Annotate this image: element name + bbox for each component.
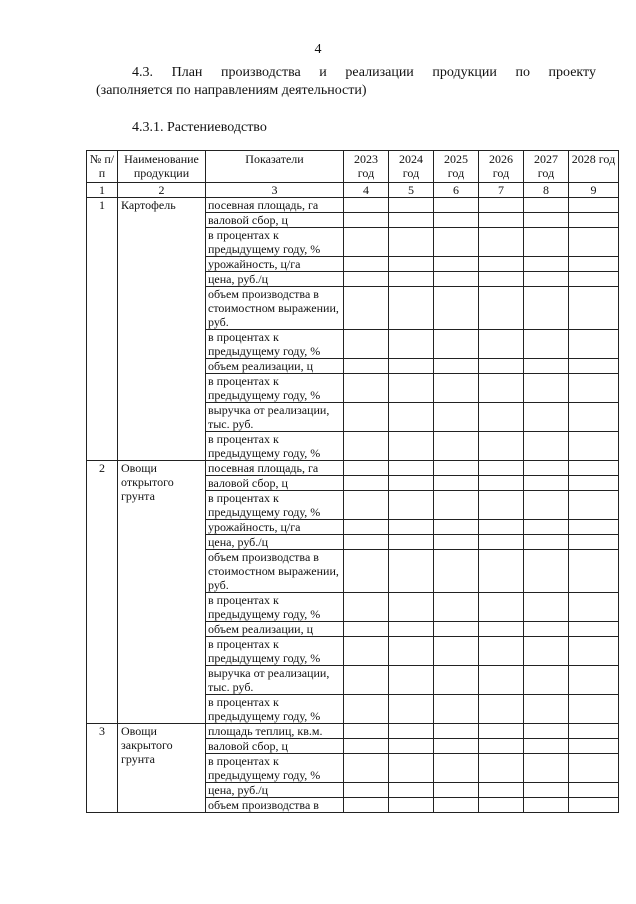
year-value-cell[interactable] <box>479 476 524 491</box>
year-value-cell[interactable] <box>344 783 389 798</box>
indicator-cell: урожайность, ц/га <box>206 520 344 535</box>
year-value-cell[interactable] <box>389 403 434 432</box>
year-value-cell[interactable] <box>479 491 524 520</box>
year-value-cell[interactable] <box>524 359 569 374</box>
year-value-cell[interactable] <box>569 783 619 798</box>
year-value-cell[interactable] <box>569 593 619 622</box>
indicator-cell: цена, руб./ц <box>206 783 344 798</box>
year-value-cell[interactable] <box>569 622 619 637</box>
year-value-cell[interactable] <box>569 666 619 695</box>
year-value-cell[interactable] <box>569 754 619 783</box>
year-value-cell[interactable] <box>344 213 389 228</box>
year-value-cell[interactable] <box>344 520 389 535</box>
year-value-cell[interactable] <box>389 637 434 666</box>
year-value-cell[interactable] <box>389 330 434 359</box>
year-value-cell[interactable] <box>344 666 389 695</box>
year-value-cell[interactable] <box>389 228 434 257</box>
indicator-cell: цена, руб./ц <box>206 272 344 287</box>
year-value-cell[interactable] <box>344 476 389 491</box>
year-value-cell[interactable] <box>434 476 479 491</box>
year-value-cell[interactable] <box>569 476 619 491</box>
year-value-cell[interactable] <box>479 272 524 287</box>
column-number-cell: 1 <box>87 183 118 198</box>
year-value-cell[interactable] <box>434 198 479 213</box>
year-value-cell[interactable] <box>524 272 569 287</box>
indicator-cell: валовой сбор, ц <box>206 476 344 491</box>
column-number-cell: 6 <box>434 183 479 198</box>
year-value-cell[interactable] <box>479 403 524 432</box>
year-value-cell[interactable] <box>479 461 524 476</box>
year-value-cell[interactable] <box>434 374 479 403</box>
year-value-cell[interactable] <box>344 461 389 476</box>
header-cell-year-2024: 2024 год <box>389 151 434 183</box>
year-value-cell[interactable] <box>344 695 389 724</box>
column-number-cell: 8 <box>524 183 569 198</box>
year-value-cell[interactable] <box>434 330 479 359</box>
year-value-cell[interactable] <box>389 213 434 228</box>
year-value-cell[interactable] <box>524 330 569 359</box>
year-value-cell[interactable] <box>389 593 434 622</box>
year-value-cell[interactable] <box>389 287 434 330</box>
year-value-cell[interactable] <box>434 272 479 287</box>
year-value-cell[interactable] <box>524 550 569 593</box>
year-value-cell[interactable] <box>569 798 619 813</box>
year-value-cell[interactable] <box>479 550 524 593</box>
year-value-cell[interactable] <box>569 330 619 359</box>
year-value-cell[interactable] <box>344 272 389 287</box>
year-value-cell[interactable] <box>344 637 389 666</box>
column-number-cell: 5 <box>389 183 434 198</box>
year-value-cell[interactable] <box>434 622 479 637</box>
indicator-cell: объем производства в стоимостном выражении, руб. <box>206 550 344 593</box>
year-value-cell[interactable] <box>479 432 524 461</box>
year-value-cell[interactable] <box>434 228 479 257</box>
indicator-cell: в процентах к предыдущему году, % <box>206 330 344 359</box>
year-value-cell[interactable] <box>434 798 479 813</box>
year-value-cell[interactable] <box>569 535 619 550</box>
year-value-cell[interactable] <box>479 374 524 403</box>
year-value-cell[interactable] <box>434 520 479 535</box>
year-value-cell[interactable] <box>569 272 619 287</box>
year-value-cell[interactable] <box>524 228 569 257</box>
year-value-cell[interactable] <box>434 550 479 593</box>
section-heading-line-1: 4.3. План производства и реализации продукции по проекту <box>132 65 596 80</box>
column-number-cell: 7 <box>479 183 524 198</box>
column-number-row <box>87 183 619 198</box>
indicator-cell: площадь теплиц, кв.м. <box>206 724 344 739</box>
indicator-cell: в процентах к предыдущему году, % <box>206 432 344 461</box>
header-cell-year-2028: 2028 год <box>569 151 619 183</box>
year-value-cell[interactable] <box>344 739 389 754</box>
year-value-cell[interactable] <box>434 213 479 228</box>
year-value-cell[interactable] <box>434 724 479 739</box>
year-value-cell[interactable] <box>389 754 434 783</box>
year-value-cell[interactable] <box>569 432 619 461</box>
subsection-heading: 4.3.1. Растениеводство <box>132 120 267 135</box>
year-value-cell[interactable] <box>524 783 569 798</box>
indicator-cell: в процентах к предыдущему году, % <box>206 491 344 520</box>
year-value-cell[interactable] <box>389 272 434 287</box>
year-value-cell[interactable] <box>344 593 389 622</box>
year-value-cell[interactable] <box>524 476 569 491</box>
indicator-cell: в процентах к предыдущему году, % <box>206 593 344 622</box>
year-value-cell[interactable] <box>569 461 619 476</box>
year-value-cell[interactable] <box>344 724 389 739</box>
year-value-cell[interactable] <box>344 198 389 213</box>
year-value-cell[interactable] <box>389 257 434 272</box>
year-value-cell[interactable] <box>479 637 524 666</box>
year-value-cell[interactable] <box>524 287 569 330</box>
year-value-cell[interactable] <box>434 491 479 520</box>
year-value-cell[interactable] <box>389 695 434 724</box>
year-value-cell[interactable] <box>524 432 569 461</box>
year-value-cell[interactable] <box>344 491 389 520</box>
year-value-cell[interactable] <box>389 535 434 550</box>
year-value-cell[interactable] <box>434 593 479 622</box>
header-cell-year-2023: 2023 год <box>344 151 389 183</box>
year-value-cell[interactable] <box>434 695 479 724</box>
year-value-cell[interactable] <box>344 622 389 637</box>
year-value-cell[interactable] <box>524 695 569 724</box>
section-heading <box>96 64 596 100</box>
table-row <box>87 198 619 213</box>
year-value-cell[interactable] <box>569 228 619 257</box>
year-value-cell[interactable] <box>389 520 434 535</box>
year-value-cell[interactable] <box>479 520 524 535</box>
year-value-cell[interactable] <box>344 403 389 432</box>
header-cell-year-2025: 2025 год <box>434 151 479 183</box>
year-value-cell[interactable] <box>344 374 389 403</box>
year-value-cell[interactable] <box>389 622 434 637</box>
year-value-cell[interactable] <box>389 461 434 476</box>
year-value-cell[interactable] <box>344 228 389 257</box>
year-value-cell[interactable] <box>479 257 524 272</box>
year-value-cell[interactable] <box>569 374 619 403</box>
year-value-cell[interactable] <box>569 739 619 754</box>
indicator-cell: в процентах к предыдущему году, % <box>206 695 344 724</box>
year-value-cell[interactable] <box>344 287 389 330</box>
column-number-cell: 3 <box>206 183 344 198</box>
year-value-cell[interactable] <box>569 403 619 432</box>
year-value-cell[interactable] <box>524 637 569 666</box>
year-value-cell[interactable] <box>479 213 524 228</box>
row-number-cell: 2 <box>87 461 118 724</box>
year-value-cell[interactable] <box>389 724 434 739</box>
indicator-cell: в процентах к предыдущему году, % <box>206 637 344 666</box>
page-number: 4 <box>314 42 322 57</box>
header-cell-year-2026: 2026 год <box>479 151 524 183</box>
year-value-cell[interactable] <box>479 593 524 622</box>
year-value-cell[interactable] <box>344 754 389 783</box>
year-value-cell[interactable] <box>434 403 479 432</box>
product-name-cell: Овощи закрытого грунта <box>118 724 206 813</box>
product-name-cell: Овощи открытого грунта <box>118 461 206 724</box>
year-value-cell[interactable] <box>569 550 619 593</box>
year-value-cell[interactable] <box>434 754 479 783</box>
year-value-cell[interactable] <box>524 491 569 520</box>
row-number-cell: 3 <box>87 724 118 813</box>
year-value-cell[interactable] <box>524 622 569 637</box>
year-value-cell[interactable] <box>479 724 524 739</box>
year-value-cell[interactable] <box>389 476 434 491</box>
year-value-cell[interactable] <box>434 257 479 272</box>
indicator-cell: объем производства в <box>206 798 344 813</box>
table-row <box>87 724 619 739</box>
year-value-cell[interactable] <box>524 593 569 622</box>
year-value-cell[interactable] <box>569 198 619 213</box>
year-value-cell[interactable] <box>434 359 479 374</box>
year-value-cell[interactable] <box>434 637 479 666</box>
year-value-cell[interactable] <box>344 359 389 374</box>
year-value-cell[interactable] <box>479 622 524 637</box>
year-value-cell[interactable] <box>569 359 619 374</box>
year-value-cell[interactable] <box>569 213 619 228</box>
year-value-cell[interactable] <box>479 287 524 330</box>
production-plan-table <box>86 150 619 813</box>
year-value-cell[interactable] <box>479 330 524 359</box>
table-body <box>87 198 619 813</box>
year-value-cell[interactable] <box>524 739 569 754</box>
year-value-cell[interactable] <box>569 520 619 535</box>
year-value-cell[interactable] <box>569 287 619 330</box>
column-number-cell: 4 <box>344 183 389 198</box>
table-row <box>87 461 619 476</box>
year-value-cell[interactable] <box>479 228 524 257</box>
indicator-cell: объем реализации, ц <box>206 622 344 637</box>
year-value-cell[interactable] <box>389 666 434 695</box>
year-value-cell[interactable] <box>389 432 434 461</box>
indicator-cell: выручка от реализации, тыс. руб. <box>206 403 344 432</box>
year-value-cell[interactable] <box>344 550 389 593</box>
year-value-cell[interactable] <box>569 257 619 272</box>
year-value-cell[interactable] <box>524 461 569 476</box>
indicator-cell: объем реализации, ц <box>206 359 344 374</box>
year-value-cell[interactable] <box>344 330 389 359</box>
header-cell-number: № п/п <box>87 151 118 183</box>
year-value-cell[interactable] <box>524 535 569 550</box>
header-row <box>87 151 619 183</box>
year-value-cell[interactable] <box>569 695 619 724</box>
year-value-cell[interactable] <box>524 798 569 813</box>
indicator-cell: урожайность, ц/га <box>206 257 344 272</box>
year-value-cell[interactable] <box>569 491 619 520</box>
year-value-cell[interactable] <box>434 287 479 330</box>
year-value-cell[interactable] <box>344 798 389 813</box>
year-value-cell[interactable] <box>479 695 524 724</box>
year-value-cell[interactable] <box>569 637 619 666</box>
year-value-cell[interactable] <box>389 739 434 754</box>
indicator-cell: в процентах к предыдущему году, % <box>206 228 344 257</box>
year-value-cell[interactable] <box>434 432 479 461</box>
column-number-cell: 9 <box>569 183 619 198</box>
year-value-cell[interactable] <box>524 724 569 739</box>
indicator-cell: цена, руб./ц <box>206 535 344 550</box>
year-value-cell[interactable] <box>479 198 524 213</box>
year-value-cell[interactable] <box>479 739 524 754</box>
year-value-cell[interactable] <box>389 359 434 374</box>
year-value-cell[interactable] <box>344 535 389 550</box>
year-value-cell[interactable] <box>479 359 524 374</box>
year-value-cell[interactable] <box>524 257 569 272</box>
year-value-cell[interactable] <box>434 535 479 550</box>
indicator-cell: в процентах к предыдущему году, % <box>206 754 344 783</box>
header-cell-product: Наименование продукции <box>118 151 206 183</box>
section-heading-line-2: (заполняется по направлениям деятельности) <box>96 83 367 98</box>
year-value-cell[interactable] <box>524 520 569 535</box>
year-value-cell[interactable] <box>389 550 434 593</box>
row-number-cell: 1 <box>87 198 118 461</box>
header-cell-year-2027: 2027 год <box>524 151 569 183</box>
indicator-cell: посевная площадь, га <box>206 198 344 213</box>
header-cell-indicators: Показатели <box>206 151 344 183</box>
year-value-cell[interactable] <box>524 374 569 403</box>
year-value-cell[interactable] <box>434 461 479 476</box>
indicator-cell: объем производства в стоимостном выражении, руб. <box>206 287 344 330</box>
year-value-cell[interactable] <box>434 783 479 798</box>
year-value-cell[interactable] <box>389 798 434 813</box>
year-value-cell[interactable] <box>479 783 524 798</box>
indicator-cell: посевная площадь, га <box>206 461 344 476</box>
year-value-cell[interactable] <box>524 213 569 228</box>
year-value-cell[interactable] <box>434 739 479 754</box>
year-value-cell[interactable] <box>479 666 524 695</box>
year-value-cell[interactable] <box>479 535 524 550</box>
product-name-cell: Картофель <box>118 198 206 461</box>
indicator-cell: в процентах к предыдущему году, % <box>206 374 344 403</box>
year-value-cell[interactable] <box>389 783 434 798</box>
year-value-cell[interactable] <box>524 198 569 213</box>
year-value-cell[interactable] <box>479 754 524 783</box>
year-value-cell[interactable] <box>524 754 569 783</box>
year-value-cell[interactable] <box>389 491 434 520</box>
indicator-cell: валовой сбор, ц <box>206 213 344 228</box>
year-value-cell[interactable] <box>524 403 569 432</box>
year-value-cell[interactable] <box>479 798 524 813</box>
year-value-cell[interactable] <box>569 724 619 739</box>
year-value-cell[interactable] <box>344 432 389 461</box>
indicator-cell: валовой сбор, ц <box>206 739 344 754</box>
year-value-cell[interactable] <box>389 374 434 403</box>
column-number-cell: 2 <box>118 183 206 198</box>
year-value-cell[interactable] <box>524 666 569 695</box>
year-value-cell[interactable] <box>434 666 479 695</box>
year-value-cell[interactable] <box>389 198 434 213</box>
indicator-cell: выручка от реализации, тыс. руб. <box>206 666 344 695</box>
year-value-cell[interactable] <box>344 257 389 272</box>
